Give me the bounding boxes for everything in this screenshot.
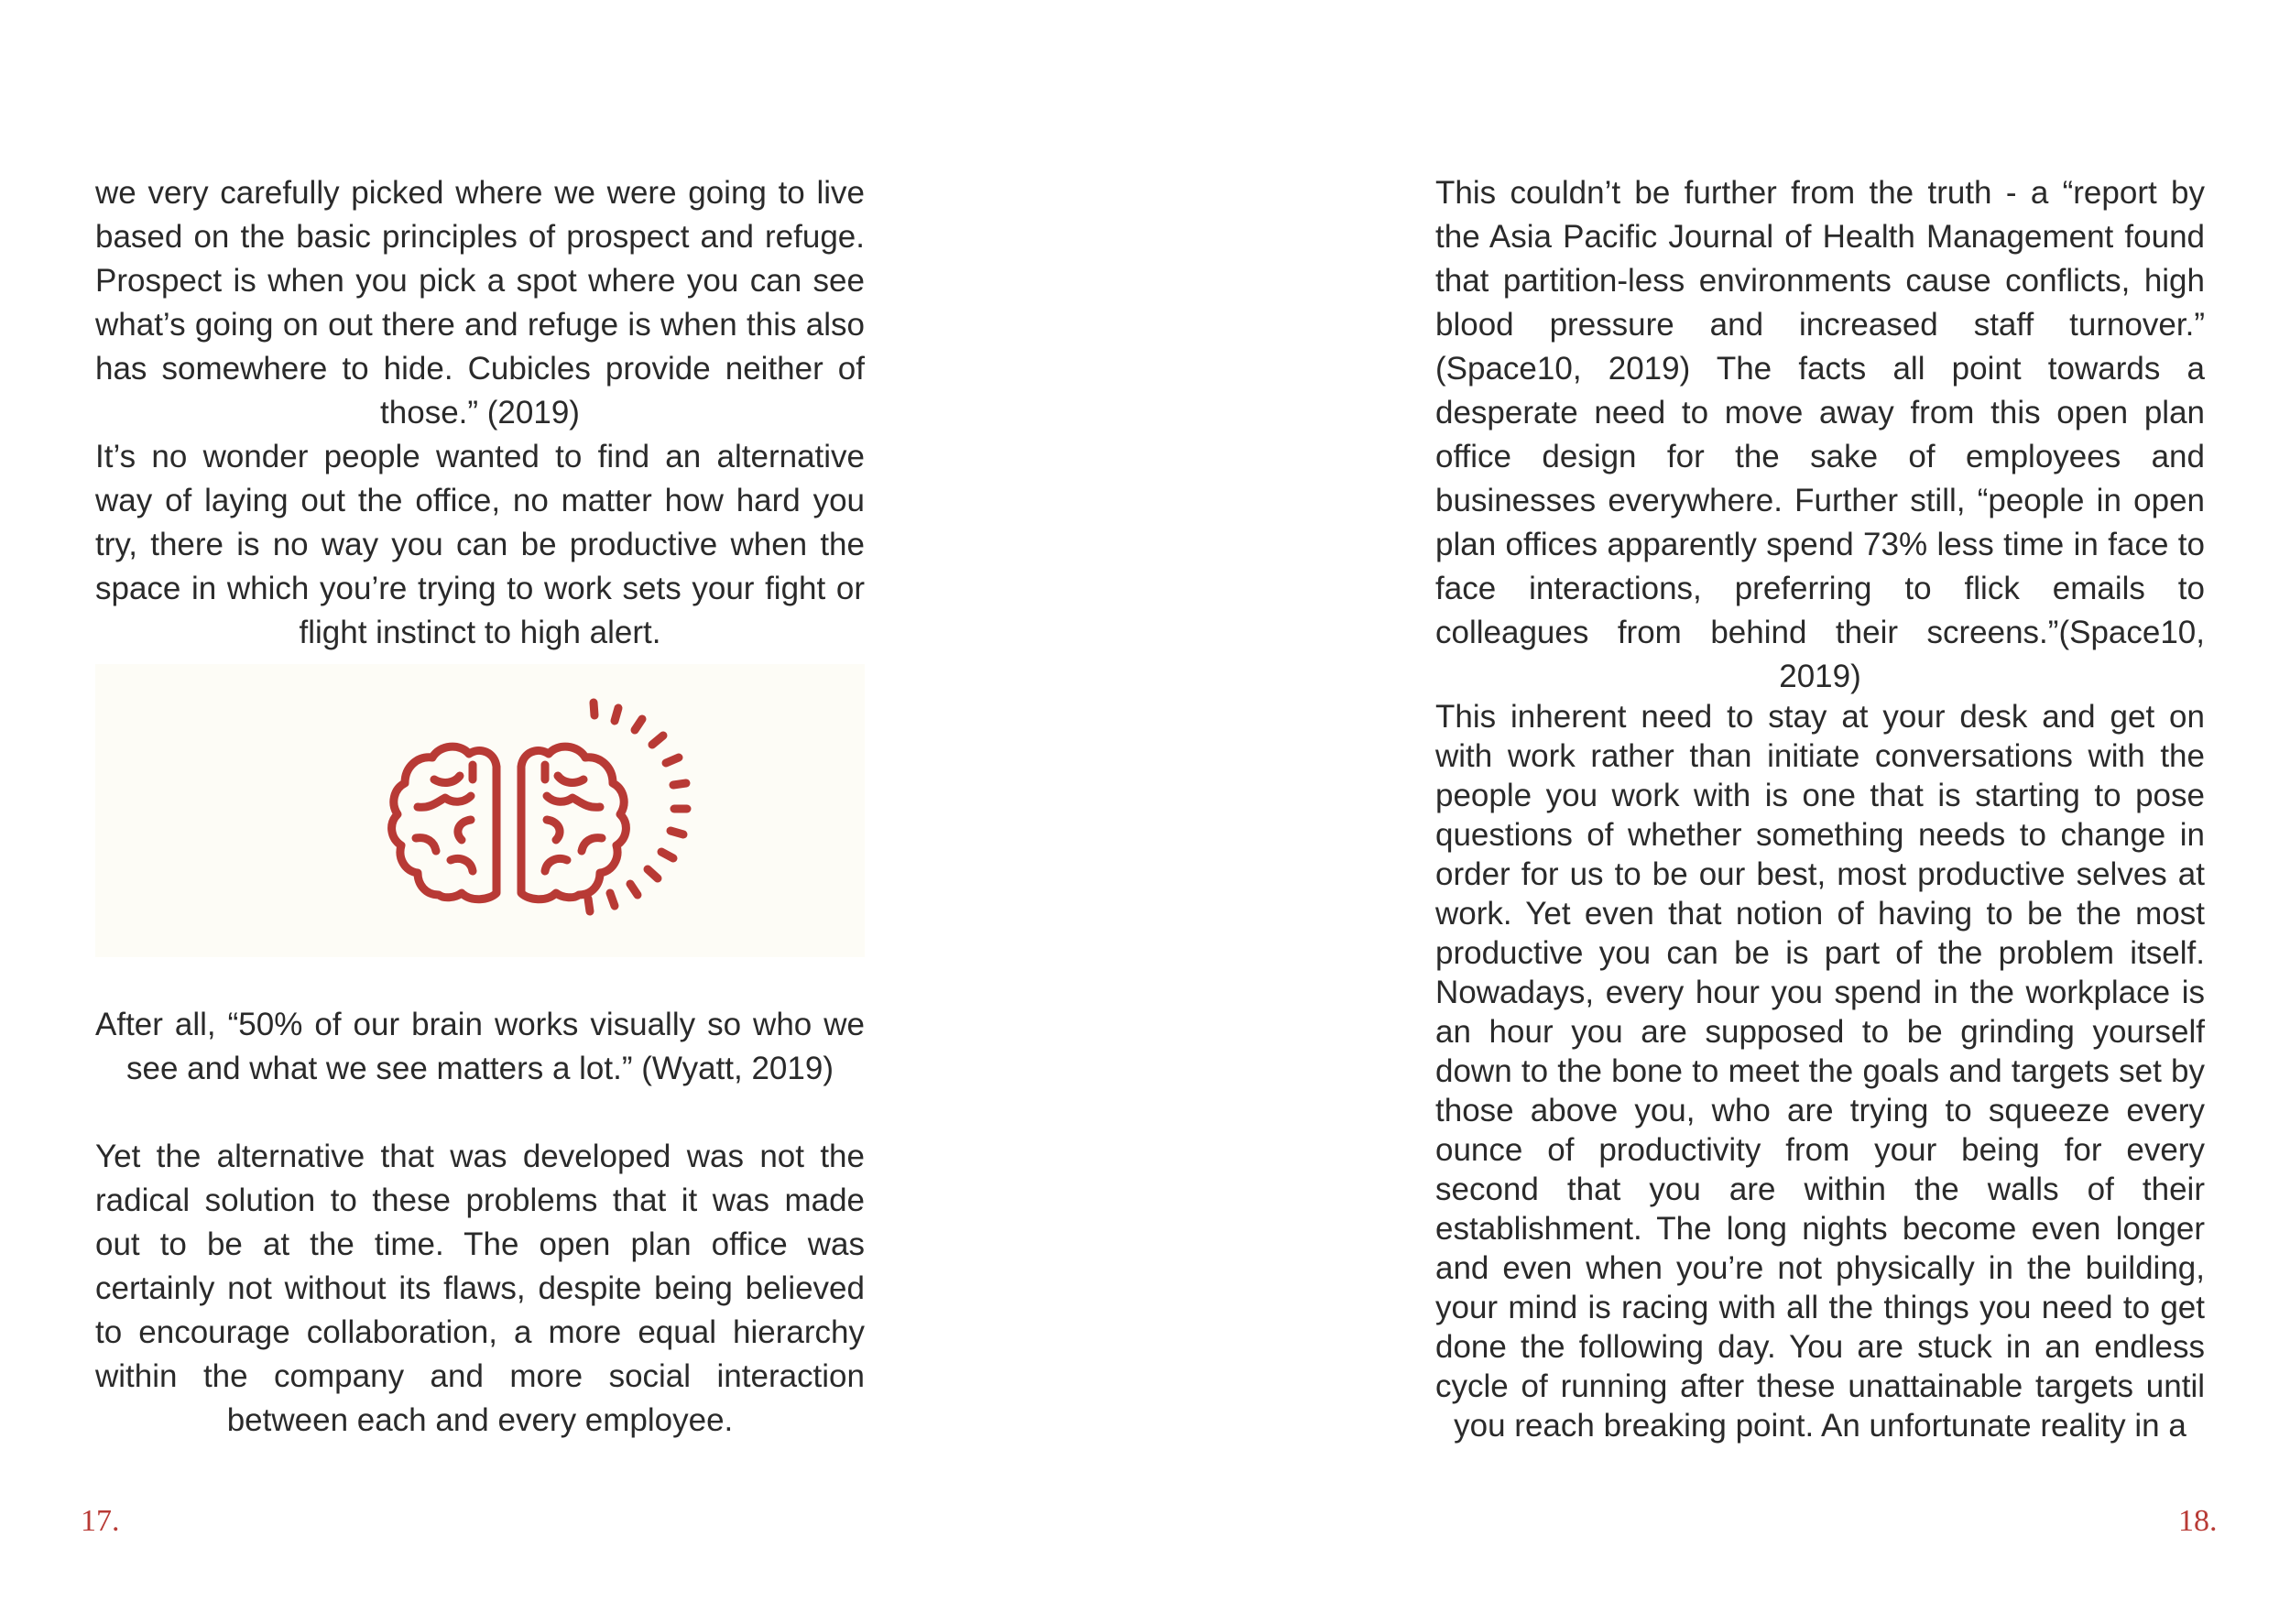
left-paragraph-3: Yet the alternative that was developed was not the radical solution to these problems that it was made out to be at the time. The open plan office was certainly not without its flaws, despite being believed to encourage collaboration, a more equal hierarchy within the company and more social interaction between each and every employee.: [95, 1139, 865, 1438]
page-number-left: 17.: [81, 1504, 120, 1538]
right-top-text: [1435, 171, 2205, 699]
left-paragraph-1: we very carefully picked where we were going to live based on the basic principles of prospect and refuge. Prospect is when you pick a spot where you can see what’s going on out there and refuge is when this also has somewhere to hide. Cubicles provide neither of those.” (2019): [95, 175, 865, 431]
right-page: [1145, 0, 2290, 1624]
brain-illustration: [95, 664, 865, 957]
page-number-right: 18.: [2178, 1504, 2218, 1538]
right-paragraph-1: This couldn’t be further from the truth - a “report by the Asia Pacific Journal of Health Management found that partition-less environments cause conflicts, high blood pressure and increased staff turnover.” (Space10, 2019) The facts all point towards a desperate need to move away from this open plan office design for the sake of employees and businesses everywhere. Further still, “people in open plan offices apparently spend 73% less time in face to face interactions, preferring to flick emails to colleagues from behind their screens.”(Space10, 2019): [1435, 175, 2205, 694]
right-paragraph-2: This inherent need to stay at your desk and get on with work rather than initiate conversations with the people you work with is one that is starting to pose questions of whether something needs to change in order for us to be our best, most productive selves at work. Yet even that notion of having to be the most productive you can be is part of the problem itself. Nowadays, every hour you spend in the workplace is an hour you are supposed to be grinding yourself down to the bone to meet the goals and targets set by those above you, who are trying to squeeze every ounce of productivity from your being for every second that you are within the walls of their establishment. The long nights become even longer and even when you’re not physically in the building, your mind is racing with all the things you need to get done the following day. You are stuck in an endless cycle of running after these unattainable targets until you reach breaking point. An unfortunate reality in a: [1435, 699, 2205, 1444]
brain-icon: [95, 664, 865, 957]
left-bottom-text: [95, 1135, 865, 1443]
quote-text: After all, “50% of our brain works visually so who we see and what we see matters a lot.” (Wyatt, 2019): [95, 1007, 865, 1086]
left-top-text: [95, 171, 865, 655]
right-bottom-text: [1435, 697, 2205, 1445]
left-quote: [95, 1003, 865, 1091]
left-paragraph-2: It’s no wonder people wanted to find an alternative way of laying out the office, no matter how hard you try, there is no way you can be productive when the space in which you’re trying to work sets your fight or flight instinct to high alert.: [95, 439, 865, 650]
